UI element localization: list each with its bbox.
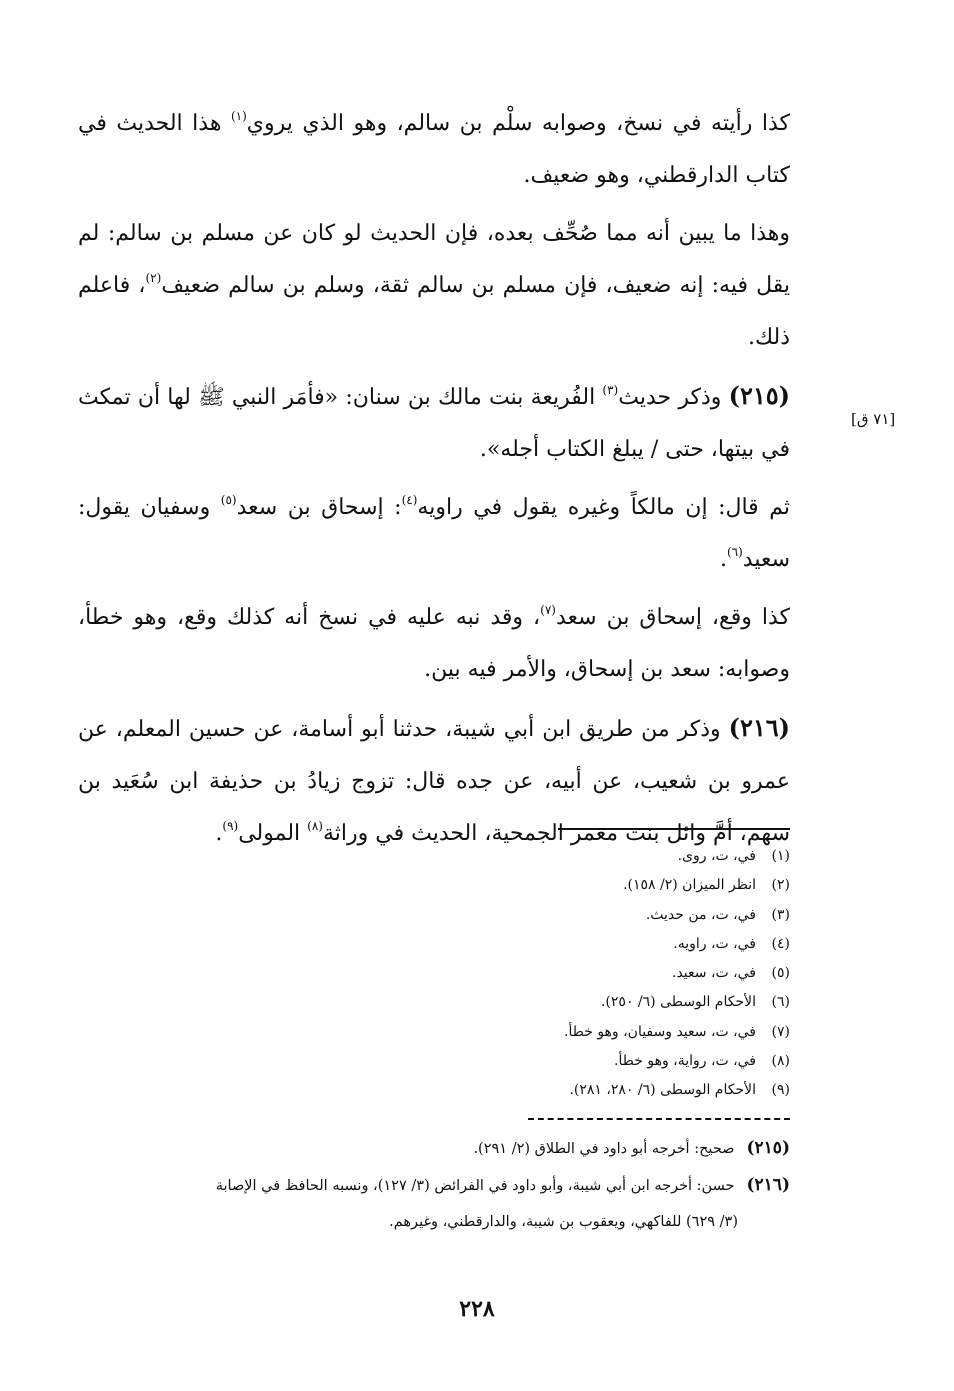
footnote-ref: (٣) bbox=[602, 383, 619, 397]
paragraph-text: كذا وقع، إسحاق بن سعد bbox=[555, 605, 790, 630]
paragraph-text: . bbox=[215, 821, 223, 846]
takhrij-notes bbox=[78, 1130, 790, 1240]
footnote-divider bbox=[558, 828, 790, 830]
footnote-text: في، ت، سعيد. bbox=[672, 965, 756, 982]
footnotes bbox=[400, 842, 790, 1106]
footnote-ref: (٥) bbox=[220, 493, 237, 507]
footnote-item bbox=[400, 901, 790, 930]
footnote-ref: (٨) bbox=[307, 819, 323, 833]
footnote-ref: (١) bbox=[230, 109, 247, 123]
footnote-number: (٣) bbox=[771, 906, 790, 923]
footnote-ref: (٦) bbox=[726, 545, 743, 559]
footnote-text: في، ت، رواية، وهو خطأ. bbox=[614, 1053, 756, 1070]
paragraph-text: الفُريعة بنت مالك بن سنان: «فأمَر النبي ﷺ لها أن تمكث في بيتها، حتى / يبلغ الكتاب أجله». bbox=[78, 385, 790, 462]
footnote-item bbox=[400, 930, 790, 959]
footnote-number: (٨) bbox=[771, 1053, 790, 1070]
takhrij-continuation bbox=[78, 1204, 790, 1240]
page-number: ٢٢٨ bbox=[459, 1296, 495, 1322]
hadith-number: (٢١٦) bbox=[728, 713, 790, 742]
paragraph-2 bbox=[78, 208, 790, 364]
footnote-text: في، ت، راويه. bbox=[673, 935, 756, 952]
footnote-item bbox=[400, 988, 790, 1017]
footnote-item bbox=[400, 959, 790, 988]
paragraph-1 bbox=[78, 98, 790, 202]
takhrij-number: (٢١٥) bbox=[746, 1138, 790, 1158]
footnote-number: (٦) bbox=[771, 994, 790, 1011]
paragraph-3 bbox=[78, 370, 790, 476]
paragraph-text: كذا رأيته في نسخ، وصوابه سلْم بن سالم، وهو الذي يروي bbox=[246, 111, 790, 136]
footnote-number: (٩) bbox=[771, 1082, 790, 1099]
footnote-text: الأحكام الوسطى (٦/ ٢٥٠). bbox=[600, 994, 756, 1011]
footnote-number: (١) bbox=[771, 848, 790, 864]
footnote-item bbox=[400, 1047, 790, 1076]
paragraph-text: وهذا ما يبين أنه مما صُحِّف بعده، فإن الحديث لو كان عن مسلم بن سالم: لم يقل فيه: إنه ضعيف، فإن مسلم بن سالم ثقة، وسلم بن سالم ضعيف bbox=[78, 221, 790, 298]
footnote-item bbox=[400, 842, 790, 871]
footnote-number: (٥) bbox=[771, 965, 790, 982]
main-text bbox=[78, 98, 790, 860]
paragraph-5 bbox=[78, 592, 790, 696]
takhrij-text: حسن: أخرجه ابن أبي شيبة، وأبو داود في الفرائض (٣/ ١٢٧)، ونسبه الحافظ في الإصابة bbox=[215, 1178, 735, 1194]
footnote-text: انظر الميزان (٢/ ١٥٨). bbox=[623, 877, 756, 894]
paragraph-text: وذكر من طريق ابن أبي شيبة، حدثنا أبو أسامة، عن حسين المعلم، عن عمرو بن شعيب، عن أبيه، عن جده قال: تزوج زيادُ بن حذيفة ابن سُعَيد بن سهم، أمَّ وائل بنت معمر الجمحية، الحديث في وراثة bbox=[78, 717, 790, 846]
hadith-number: (٢١٥) bbox=[728, 381, 790, 410]
paragraph-text: : إسحاق بن سعد bbox=[236, 495, 402, 520]
footnote-text: في، ت، روى. bbox=[677, 848, 756, 864]
footnote-item bbox=[400, 1076, 790, 1105]
footnote-ref: (٩) bbox=[222, 819, 239, 833]
footnote-ref: (٢) bbox=[145, 271, 162, 285]
takhrij-item bbox=[78, 1130, 790, 1167]
footnote-text: في، ت، من حديث. bbox=[645, 906, 756, 923]
takhrij-item bbox=[78, 1167, 790, 1204]
manuscript-folio-marker: [٧١ ق] bbox=[851, 410, 896, 428]
footnote-item bbox=[400, 871, 790, 900]
paragraph-text: ثم قال: إن مالكاً وغيره يقول في راويه bbox=[417, 495, 790, 520]
footnote-text: في، ت، سعيد وسفيان، وهو خطأ. bbox=[564, 1023, 756, 1040]
footnote-number: (٤) bbox=[771, 935, 790, 952]
paragraph-6 bbox=[78, 702, 790, 860]
paragraph-text: وذكر حديث bbox=[618, 385, 729, 410]
paragraph-text: المولى bbox=[238, 821, 308, 846]
takhrij-text: (٣/ ٦٢٩) للفاكهي، ويعقوب بن شيبة، والدارقطني، وغيرهم. bbox=[389, 1214, 738, 1230]
paragraph-text: وسفيان يقول: سعيد bbox=[78, 495, 790, 572]
footnote-number: (٢) bbox=[771, 877, 790, 894]
footnote-ref: (٤) bbox=[401, 493, 418, 507]
takhrij-text: صحيح: أخرجه أبو داود في الطلاق (٢/ ٢٩١). bbox=[473, 1141, 735, 1157]
paragraph-text: ، فاعلم ذلك. bbox=[78, 273, 790, 350]
footnote-text: الأحكام الوسطى (٦/ ٢٨٠، ٢٨١). bbox=[569, 1082, 756, 1099]
takhrij-divider bbox=[528, 1118, 790, 1120]
paragraph-text: هذا الحديث في كتاب الدارقطني، وهو ضعيف. bbox=[78, 111, 790, 188]
footnote-ref: (٧) bbox=[540, 603, 556, 617]
takhrij-number: (٢١٦) bbox=[746, 1175, 790, 1195]
footnote-number: (٧) bbox=[771, 1023, 790, 1040]
paragraph-text: ، وقد نبه عليه في نسخ أنه كذلك وقع، وهو خطأ، وصوابه: سعد بن إسحاق، والأمر فيه بين. bbox=[78, 605, 790, 682]
paragraph-4 bbox=[78, 482, 790, 586]
footnote-item bbox=[400, 1018, 790, 1047]
paragraph-text: . bbox=[719, 547, 727, 572]
